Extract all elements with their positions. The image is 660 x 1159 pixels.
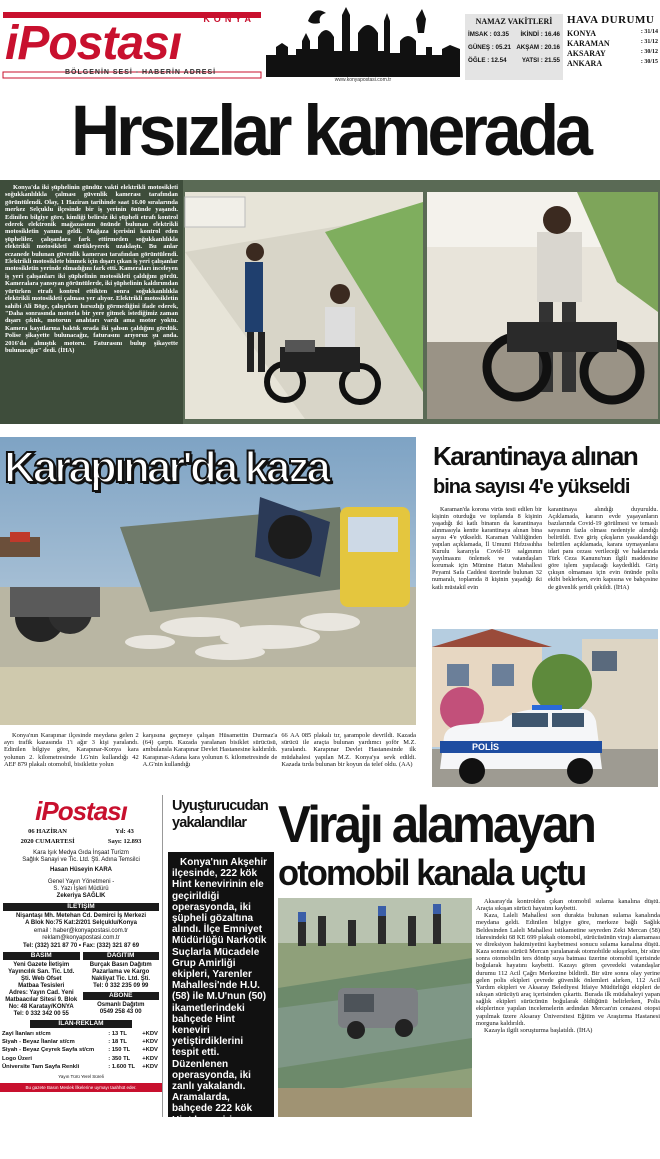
logo-wordmark <box>5 16 181 72</box>
story-uyusturucu-body <box>168 852 274 1159</box>
weather-title: HAVA DURUMU <box>567 14 655 26</box>
skyline-illustration <box>266 3 460 83</box>
ad-price: : 13 TL <box>108 1031 127 1037</box>
address-line: Nişantaşı Mh. Metehan Cd. Demirci İş Merkezi <box>15 913 147 919</box>
ad-tax: +KDV <box>142 1039 158 1046</box>
prayer-time: 03.35 <box>493 31 509 38</box>
print-line: Matbaacılar Sitesi 9. Blok <box>5 997 78 1003</box>
prayer-row: İMSAK : 03.35 İKİNDİ : 16.46 <box>468 31 560 38</box>
ad-tax: +KDV <box>142 1063 158 1070</box>
issue-year: Yıl: 43 <box>115 828 134 835</box>
cctv-photo-1 <box>185 192 423 419</box>
issue-number: Sayı: 12.893 <box>107 838 142 845</box>
ad-price: : 150 TL <box>108 1047 131 1054</box>
publication-type: Yayın Türü Yerel Süreli <box>58 1074 104 1080</box>
print-line: Matbaa Tesisleri <box>18 983 65 989</box>
prayer-name: ÖĞLE <box>468 57 486 64</box>
website-url: www.konyapostasi.com.tr <box>334 77 392 83</box>
prayer-time: 16.46 <box>544 31 560 38</box>
prayer-name: AKŞAM <box>516 44 540 51</box>
logo-city: KONYA <box>203 14 255 24</box>
weather-temp: 31/14 <box>644 29 658 35</box>
email-line: reklam@konyapostasi.com.tr <box>42 935 120 941</box>
cctv-scene-1 <box>185 192 423 419</box>
ad-type: Siyah - Beyaz İlanlar st/cm <box>2 1039 75 1046</box>
print-line: Yeni Gazete İletişim <box>13 962 70 968</box>
issue-date: 06 HAZİRAN <box>28 828 67 835</box>
print-line: No: 48 Karatay/KONYA <box>8 1004 74 1010</box>
logo-name: Postası <box>17 17 182 70</box>
ad-tax: +KDV <box>142 1031 158 1037</box>
story-viraj-text: Kaza, Laleli Mahallesi son durakta bulunan sulama kanalında meydana geldi. Edinilen bilgiye göre, merkeze bağlı Sağlık Beldesinden Laleli Mahallesi istikametine seyreden Zeki Mercan (58) idaresindeki 68 KE 699 plakalı otomobil, sürücüsünün virajı alamaması ve direksiyon hakimiyetini kaybetmesi sonucu sulama kanalına düştü. Kaza sonrası sürücü Mercan yaralanarak otomobilde sıkışırken, bir süre sonra otomobilin ters dönüp suya batması üzerine otomobil içerisinde boğularak hayatını kaybetti. Kazayı gören çevredeki vatandaşlar durumu 112 Acil Çağrı Merkezine bildirdi. Bir süre sonra olay yerine gelen polis ekipleri çevrede güvenlik önlemleri alırken, 112 Acil Yardım ekipleri ve Aksaray Belediyesi İtfaiye Müdürlüğü ekipleri de sıkışan sürücüyü araç içerisinden çıkarttı. Burada ilk müdahaleyi yapan sağlık ekipleri sürücünün boğularak öldüğünü belirlerken, Polis ekiplerince yapılan incelemelerin ardından Mercan'ın cenazesi otopsi yapılmak üzere Aksaray Üniversitesi Eğitim ve Araştırma Hastanesi morguna kaldırıldı. <box>476 912 660 1027</box>
logo-slogan: BÖLGENİN SESİ - HABERİN ADRESİ <box>65 69 217 76</box>
canal-crash-photo <box>278 898 472 1117</box>
print-line: Adres: Yayın Cad. Yeni <box>8 990 74 996</box>
headline-karantina-line1: Karantinaya alınan <box>433 441 638 471</box>
story-viraj-body <box>476 898 660 1117</box>
subscription-line: 0549 258 43 00 <box>99 1009 142 1015</box>
story-hirsizlar-body <box>0 180 183 424</box>
weather-row: AKSARAY : 30/12 <box>567 49 658 58</box>
distribution-line: Burçak Basın Dağıtım <box>89 962 152 968</box>
story-karapinar-body <box>0 728 420 788</box>
weather-temp: 30/12 <box>644 49 658 55</box>
headline-uyusturucu <box>168 798 273 846</box>
address-line: A Blok No:75 Kat:2/201 Selçuklu/Konya <box>25 920 137 926</box>
ad-rates-heading: İLAN-REKLAM <box>30 1020 132 1028</box>
story-karapinar-text: 66 AA 085 plakalı tır, şarampole devrildi. Kazada sürücü ile araçta bulunan yardımcı şoför M.Z. yaralandı. Karapınar Devlet Hastanesinde ilk müdahalesi yapılan M.Z. Konya'ya sevk edildi. Kazada tırda bulunan bir koyun da telef oldu. (AA) <box>281 732 417 768</box>
prayer-times-box <box>465 14 563 80</box>
story-column <box>4 732 139 788</box>
headline-uyusturucu-line2: yakalandılar <box>172 815 247 831</box>
ad-rate-row <box>0 1063 162 1071</box>
story-column <box>432 506 542 626</box>
print-line: Tel: 0 332 342 00 55 <box>13 1011 69 1017</box>
headline-viraj-line1: Virajı alamayan <box>278 796 595 854</box>
story-column <box>281 732 416 788</box>
ad-price: : 1.600 TL <box>108 1063 136 1070</box>
story-karantina-text: karantinaya alındığı duyuruldu. Açıklamada, kararın evde yaşayanların bazılarında Covid-19 görülmesi ve temaslı sayısının fazla olması nedeniyle alındığı belirtildi. Eve giriş çıkışların yasaklandığı belirtilen açıklamada, karara uymayanlara idari para cezası verileceği ve haklarında Türk Ceza Kanunu'nun ilgili maddesine göre işlem yapılacağı kaydedildi. Giriş çıkışın olmaması için evin önünde polis ekibi beklerken, evin kapısına ve bahçesine de güvenlik şeridi çekildi. (İHA) <box>548 506 658 591</box>
imprint-logo-name: Postası <box>41 796 127 826</box>
prayer-name: YATSI <box>521 57 540 64</box>
story-karapinar-text: Konya'nın Karapınar ilçesinde meydana gelen 2 ayrı trafik kazasında 1'i ağır 3 kişi yaralandı. Edinilen bilgiye göre, Karapınar-Konya kara yolunun 2. kilometresinde İ.G'nin kullandığı 42 AEF 879 plakalı otomobil, bisiklette yolun <box>4 732 139 768</box>
story-karantina-text: Karaman'da korona virüs testi edilen bir kişinin oturduğu ve toplamda 8 kişinin yaşadığı iki katlı binanın da karantinaya alınmasıyla kentte karantinaya alınan bina sayısı 4'e yükseldi. Karaman Valiliğinden yapılan açıklamada, İl Umumi Hıfzıssıhha Kurulu kararıyla Covid-19 salgınının yayılmasını önlemek ve vatandaşları korumak için Mümine Hatun Mahallesi Peyami Safa Caddesi üzerinde bulunan 32 numaralı, toplamda 8 kişinin yaşadığı iki katlı müstakil evin <box>432 506 542 591</box>
prayer-time: 12.54 <box>491 57 507 64</box>
distribution-heading: DAĞITIM <box>83 952 160 960</box>
story-viraj-text: Aksaray'da kontrolden çıkan otomobil sulama kanalına düştü. Araçta sıkışan sürücü hayatını kaybetti. <box>476 898 660 913</box>
subscription-line: Osmanlı Dağıtım <box>97 1002 145 1008</box>
prayer-time: 20.16 <box>544 44 560 51</box>
mevlana-skyline-icon <box>266 3 460 77</box>
ad-price: : 350 TL <box>108 1055 131 1062</box>
ad-tax: +KDV <box>142 1055 158 1062</box>
ad-rates-table <box>0 1030 162 1071</box>
distribution-line: Pazarlama ve Kargo <box>92 969 150 975</box>
issue-day: 2020 CUMARTESİ <box>20 838 75 845</box>
headline-uyusturucu-line1: Uyuşturucudan <box>172 798 268 814</box>
masthead-logo <box>3 12 261 78</box>
ad-rate-row <box>0 1055 162 1063</box>
print-box <box>3 950 80 1018</box>
print-line: Yayıncılık San. Tic. Ltd. <box>8 969 75 975</box>
owner-line: Kara Işık Medya Gıda İnşaat Turizm <box>33 850 129 856</box>
ad-price: : 18 TL <box>108 1039 127 1046</box>
print-distribution-grid <box>0 950 162 1018</box>
distribution-box <box>83 950 160 1018</box>
distribution-line: Nakliyat Tic. Ltd. Şti. <box>91 976 151 982</box>
ad-type: Zayi İlanları st/cm <box>2 1031 51 1037</box>
canal-scene <box>278 898 472 1117</box>
ad-tax: +KDV <box>142 1047 158 1054</box>
story-karantina-body <box>432 506 658 626</box>
prayer-name: İKİNDİ <box>520 31 540 38</box>
story-column <box>143 732 278 788</box>
weather-temp: 30/15 <box>644 59 658 65</box>
editor-title: Genel Yayın Yönetmeni - <box>47 879 115 885</box>
imprint-box <box>0 795 163 1117</box>
prayer-name: İMSAK <box>468 31 488 38</box>
phone-line: Tel: (332) 321 87 70 • Fax: (332) 321 87 69 <box>22 943 140 949</box>
weather-city: KARAMAN <box>567 39 610 48</box>
editor-name: Zekeriya SAĞLIK <box>56 893 106 899</box>
subscription-heading: ABONE <box>83 992 160 1000</box>
police-car-label: POLİS <box>472 742 500 752</box>
ad-rate-row <box>0 1030 162 1038</box>
owner-line: Sağlık Sanayi ve Tic. Ltd. Şti. Adına Temsilci <box>22 857 140 863</box>
weather-city: AKSARAY <box>567 49 606 58</box>
ad-rate-row <box>0 1046 162 1054</box>
prayer-row: ÖĞLE : 12.54 YATSI : 21.55 <box>468 57 560 64</box>
ad-type: Siyah - Beyaz Çeyrek Sayfa st/cm <box>2 1047 95 1054</box>
prayer-time: 05.21 <box>495 44 511 51</box>
cctv-photo-2 <box>427 192 658 419</box>
weather-city: KONYA <box>567 29 597 38</box>
prayer-time: 21.55 <box>544 57 560 64</box>
headline-karantina-line2: bina sayısı 4'e yükseldi <box>433 476 630 498</box>
weather-row: KONYA : 31/14 <box>567 29 658 38</box>
prayer-times-title: NAMAZ VAKİTLERİ <box>475 17 553 26</box>
imprint-logo-prefix: i <box>35 796 42 826</box>
owner-name: Hasan Hüseyin KARA <box>49 867 112 873</box>
issue-date-row <box>0 825 162 835</box>
headline-hirsizlar: Hrsızlar kamerada <box>71 91 589 171</box>
contact-heading: İLETİŞİM <box>3 903 159 911</box>
ad-type: Logo Üzeri <box>2 1055 32 1062</box>
logo-prefix: i <box>5 17 18 70</box>
prayer-row: GÜNEŞ : 05.21 AKŞAM : 20.16 <box>468 44 560 51</box>
email-line: email : haber@konyapostasi.com.tr <box>33 928 129 934</box>
weather-row: KARAMAN : 31/12 <box>567 39 658 48</box>
ad-rate-row <box>0 1038 162 1046</box>
ad-type: Üniversite Tam Sayfa Renkli <box>2 1063 80 1070</box>
ethics-note: Bu gazete Basın Meslek İlkelerine uymayı taahhüt eder. <box>0 1083 162 1092</box>
headline-karapinar: Karapınar'da kaza <box>4 443 328 492</box>
weather-box <box>567 14 660 80</box>
weather-temp: 31/12 <box>644 39 658 45</box>
weather-city: ANKARA <box>567 59 603 68</box>
prayer-name: GÜNEŞ <box>468 44 491 51</box>
headline-viraj-line2: otomobil kanala uçtu <box>278 852 586 893</box>
imprint-logo <box>0 795 162 825</box>
cctv-scene-2 <box>427 192 658 419</box>
issue-day-row <box>0 835 162 845</box>
story-karapinar-text: karşısına geçmeye çalışan Hüsamettin Durmaz'a (64) çarptı. Kazada yaralanan bisiklet sürücüsü, ambulansla Karapınar Devlet Hastanesine kaldırıldı. Karapınar-Adana kara yolunun 6. kilometresinde de A.G'nin kullandığı <box>142 732 278 768</box>
editor-title: S. Yazı İşleri Müdürü <box>53 886 109 892</box>
distribution-line: Tel: 0 332 235 09 99 <box>93 983 149 989</box>
story-hirsizlar-text: Konya'da iki şüphelinin gündüz vakti elektrikli motosikleti soğukkanlılıkla çalması güvenlik kamerası tarafından görüntülendi. Olay, 1 Haziran tarihinde saat 16.00 sıralarında merkez Selçuklu ilçesinde bir iş yerinin önünde yaşandı. Edinilen bilgiye göre, kimliği belirsiz iki şüpheli etrafı kontrol ederek elektronik mağazasının önünde bulunan elektrikli motosikletin yanına geldi. Mağaza içerisini kontrol eden şüpheliler, çalışanlara fark ettirmeden soğukkanlılıkla elektrikli motosikleti sürükleyerek uzaklaştı. Bu anlar eczanede bulunan güvenlik kamerası tarafından görüntülendi. Elektrikli motosiklete binmek için dışarı çıkan iş yeri çalışanlar motosikletin yerinde olmadığını fark etti. Kameraları inceleyen iş yeri çalışanları iki şüphelinin motosikleti çaldığını gördü. Kameralara yansıyan görüntülerde, iki şüphelinin kaldırımdan yürürken etrafı kontrol ettikten sonra soğukkanlılıkla elektrikli motosikleti çalması yer alıyor. Elektrikli motosikletin sahibi Ali Böge, çalışırken hırsızlığı görmediğini ifade ederek, "Daha sonrasında motorla bir yere gitmek istediğimiz zaman dışarı çıktık, motorun anahtarı vardı ama motor yoktu. Kamera kayıtlarına baktık orada iki şahsın çaldığını gördük. Polise şikayette bulunacağız, faturasını arıyoruz şu anda. 2016'da almıştık motoru. Faturasını bulup şikayette bulunacağız" dedi. (İHA) <box>5 184 178 354</box>
print-line: Şti. Web Ofset <box>20 976 62 982</box>
police-car-scene <box>432 629 658 787</box>
print-heading: BASIM <box>3 952 80 960</box>
quarantine-police-photo <box>432 629 658 787</box>
story-viraj-text: Kazayla ilgili soruşturma başlatıldı. (İHA) <box>484 1026 593 1034</box>
story-uyusturucu-text: Konya'nın Akşehir ilçesinde, 222 kök Hint kenevirinin ele geçirildiği operasyonda, iki şüpheli gözaltına alındı. İlçe Emniyet Müdürlüğü Narkotik Suçlarla Mücadele Grup Amirliği ekipleri, Yarenler Mahallesi'nde H.U. (58) ile M.U'nun (50) ikametlerindeki bahçede Hint keneviri yetiştirdiklerini tespit etti. Düzenlenen operasyonda, iki zanlı yakalandı. Aramalarda, bahçede 222 kök Hint keneviri, H.U'nun evinde de 12 şişe kaçak içki ele geçirildi. (AA) <box>172 857 268 1159</box>
weather-row: ANKARA : 30/15 <box>567 59 658 68</box>
story-column <box>548 506 658 626</box>
